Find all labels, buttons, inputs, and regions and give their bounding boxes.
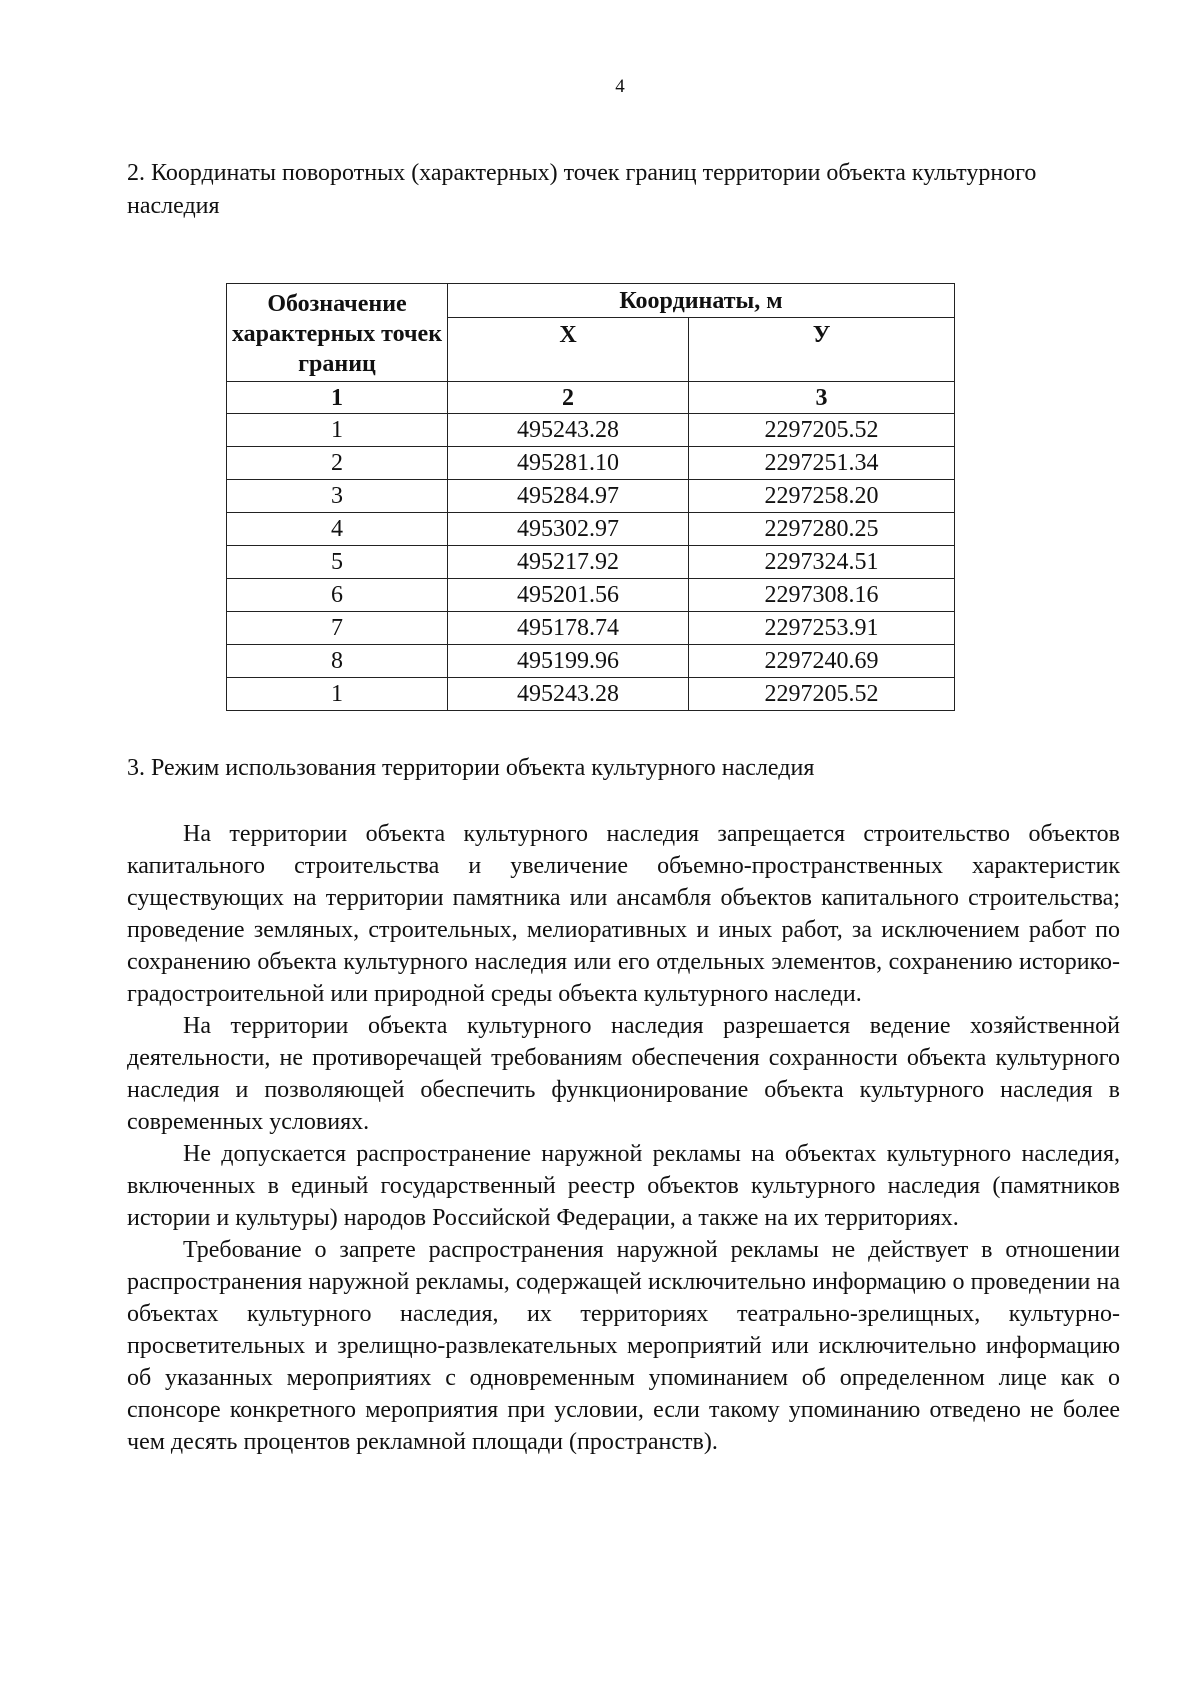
y-cell: 2297258.20	[689, 480, 955, 513]
point-cell: 3	[227, 480, 448, 513]
x-cell: 495199.96	[448, 645, 689, 678]
x-cell: 495217.92	[448, 546, 689, 579]
point-cell: 1	[227, 414, 448, 447]
y-cell: 2297253.91	[689, 612, 955, 645]
coordinates-table	[226, 283, 955, 711]
header-x: X	[448, 318, 689, 382]
x-cell: 495178.74	[448, 612, 689, 645]
point-cell: 6	[227, 579, 448, 612]
paragraph: Не допускается распространение наружной рекламы на объектах культурного наследия, включенных в единый государственный реестр объектов культурного наследия (памятников истории и культуры) народов Российской Федерации, а также на их территориях.	[127, 1141, 1120, 1231]
paragraph: На территории объекта культурного наследия разрешается ведение хозяйственной деятельности, не противоречащей требованиям обеспечения сохранности объекта культурного наследия и позволяющей обеспечить функционирование объекта культурного наследия в современных условиях.	[127, 1013, 1120, 1135]
paragraph: На территории объекта культурного наследия запрещается строительство объектов капитального строительства и увеличение объемно-пространственных характеристик существующих на территории памятника или ансамбля объектов капитального строительства; проведение земляных, строительных, мелиоративных и иных работ, за исключением работ по сохранению объекта культурного наследия или его отдельных элементов, сохранению историко-градостроительной или природной среды объекта культурного наследи.	[127, 821, 1120, 1007]
header-coordinates: Координаты, м	[448, 284, 955, 318]
page-number: 4	[615, 76, 625, 97]
point-cell: 7	[227, 612, 448, 645]
column-number: 3	[689, 382, 955, 414]
y-cell: 2297308.16	[689, 579, 955, 612]
x-cell: 495302.97	[448, 513, 689, 546]
table-row	[227, 480, 955, 513]
column-number: 2	[448, 382, 689, 414]
y-cell: 2297251.34	[689, 447, 955, 480]
x-cell: 495243.28	[448, 414, 689, 447]
column-number: 1	[227, 382, 448, 414]
table-row	[227, 612, 955, 645]
table-row	[227, 513, 955, 546]
header-point-designation: Обозначение характерных точек границ	[227, 284, 448, 382]
point-cell: 4	[227, 513, 448, 546]
table-row	[227, 414, 955, 447]
table-row	[227, 546, 955, 579]
paragraph: Требование о запрете распространения наружной рекламы не действует в отношении распространения наружной рекламы, содержащей исключительно информацию о проведении на объектах культурного наследия, их территориях театрально-зрелищных, культурно-просветительных и зрелищно-развлекательных мероприятий или исключительно информацию об указанных мероприятиях с одновременным упоминанием об определенном лице как о спонсоре конкретного мероприятия при условии, если такому упоминанию отведено не более чем десять процентов рекламной площади (пространств).	[127, 1237, 1120, 1455]
y-cell: 2297205.52	[689, 414, 955, 447]
x-cell: 495281.10	[448, 447, 689, 480]
x-cell: 495243.28	[448, 678, 689, 711]
point-cell: 2	[227, 447, 448, 480]
x-cell: 495284.97	[448, 480, 689, 513]
y-cell: 2297205.52	[689, 678, 955, 711]
table-row	[227, 678, 955, 711]
y-cell: 2297240.69	[689, 645, 955, 678]
point-cell: 8	[227, 645, 448, 678]
section-2-title: 2. Координаты поворотных (характерных) точек границ территории объекта культурного наследия	[127, 160, 1037, 219]
table-row	[227, 447, 955, 480]
section-3-body	[127, 818, 1120, 1458]
y-cell: 2297280.25	[689, 513, 955, 546]
point-cell: 5	[227, 546, 448, 579]
section-3-title: 3. Режим использования территории объекта культурного наследия	[127, 755, 815, 781]
x-cell: 495201.56	[448, 579, 689, 612]
table-row	[227, 579, 955, 612]
table-row	[227, 645, 955, 678]
y-cell: 2297324.51	[689, 546, 955, 579]
point-cell: 1	[227, 678, 448, 711]
header-y: У	[689, 318, 955, 382]
